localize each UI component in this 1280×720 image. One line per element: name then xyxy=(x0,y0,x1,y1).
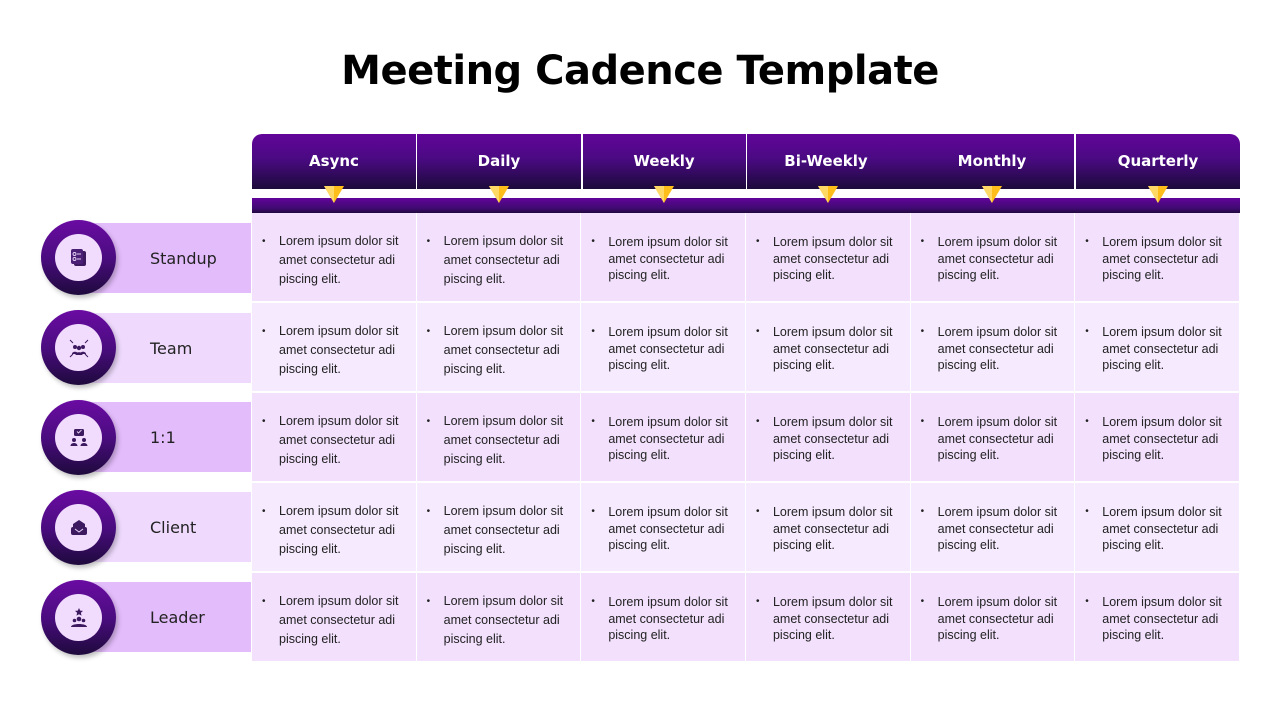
cell-text: Lorem ipsum dolor sit amet consectetur adi piscing elit. xyxy=(1102,505,1222,552)
row-label-text: Leader xyxy=(150,607,205,627)
cell-text: Lorem ipsum dolor sit amet consectetur adi piscing elit. xyxy=(279,504,399,556)
cell-text: Lorem ipsum dolor sit amet consectetur adi piscing elit. xyxy=(608,415,728,462)
bullet: • xyxy=(426,596,431,607)
table-cell xyxy=(252,483,417,572)
table-row-one-on-one xyxy=(252,393,1240,482)
cell-text: Lorem ipsum dolor sit amet consectetur adi piscing elit. xyxy=(608,505,728,552)
bullet: • xyxy=(426,326,431,337)
one-on-one-badge xyxy=(41,400,116,475)
bullet: • xyxy=(426,236,431,247)
table-cell xyxy=(417,573,582,662)
cell-text: Lorem ipsum dolor sit amet consectetur adi piscing elit. xyxy=(443,414,564,466)
column-header-async: Async xyxy=(309,152,359,170)
table-cell xyxy=(1075,573,1240,662)
cell-text: Lorem ipsum dolor sit amet consectetur adi piscing elit. xyxy=(1102,595,1222,642)
table-cell xyxy=(252,303,417,392)
marker-triangle-icon xyxy=(982,186,1002,203)
bullet: • xyxy=(1085,416,1089,427)
table-row-team xyxy=(252,303,1240,392)
cell-text: Lorem ipsum dolor sit amet consectetur adi piscing elit. xyxy=(937,415,1058,462)
table-cell xyxy=(581,483,746,572)
leader-badge xyxy=(41,580,116,655)
bullet: • xyxy=(920,326,925,337)
table-row-standup xyxy=(252,213,1240,302)
page-title: Meeting Cadence Template xyxy=(341,48,939,94)
row-label-text: Client xyxy=(150,517,197,537)
column-header-quarterly: Quarterly xyxy=(1117,152,1199,170)
bullet: • xyxy=(591,326,595,337)
table-cell xyxy=(252,213,417,302)
bullet: • xyxy=(262,416,266,427)
cell-text: Lorem ipsum dolor sit amet consectetur adi piscing elit. xyxy=(1102,325,1222,372)
bullet: • xyxy=(426,416,431,427)
standup-badge xyxy=(41,220,116,295)
table-cell xyxy=(911,303,1076,392)
bullet: • xyxy=(755,416,760,427)
timeline-bar xyxy=(252,198,1240,213)
bullet: • xyxy=(591,236,595,247)
marker-triangle-icon xyxy=(818,186,838,203)
leader-star-icon xyxy=(67,606,91,630)
table-row-leader xyxy=(252,573,1240,662)
marker-triangle-icon xyxy=(324,186,344,203)
cell-text: Lorem ipsum dolor sit amet consectetur adi piscing elit. xyxy=(937,505,1058,552)
cell-text: Lorem ipsum dolor sit amet consectetur adi piscing elit. xyxy=(443,504,564,556)
cell-text: Lorem ipsum dolor sit amet consectetur adi piscing elit. xyxy=(937,325,1058,372)
table-cell xyxy=(581,393,746,482)
cell-text: Lorem ipsum dolor sit amet consectetur adi piscing elit. xyxy=(772,325,893,372)
table-cell xyxy=(581,573,746,662)
table-row-client xyxy=(252,483,1240,572)
table-cell xyxy=(1075,483,1240,572)
bullet: • xyxy=(591,416,595,427)
cell-text: Lorem ipsum dolor sit amet consectetur adi piscing elit. xyxy=(279,234,399,286)
column-header-bar xyxy=(252,134,1240,189)
table-cell xyxy=(746,393,911,482)
cell-text: Lorem ipsum dolor sit amet consectetur adi piscing elit. xyxy=(937,595,1058,642)
bullet: • xyxy=(755,596,760,607)
cell-text: Lorem ipsum dolor sit amet consectetur adi piscing elit. xyxy=(608,235,728,282)
table-cell xyxy=(417,393,582,482)
bullet: • xyxy=(1085,236,1089,247)
column-header-biweekly: Bi-Weekly xyxy=(784,152,868,170)
bullet: • xyxy=(1085,596,1089,607)
table-cell xyxy=(252,573,417,662)
table-cell xyxy=(581,303,746,392)
table-cell xyxy=(1075,303,1240,392)
bullet: • xyxy=(920,596,925,607)
team-badge xyxy=(41,310,116,385)
bullet: • xyxy=(755,506,760,517)
bullet: • xyxy=(262,326,266,337)
table-cell xyxy=(911,213,1076,302)
cell-text: Lorem ipsum dolor sit amet consectetur adi piscing elit. xyxy=(772,595,893,642)
table-cell xyxy=(746,303,911,392)
bullet: • xyxy=(920,506,925,517)
table-cell xyxy=(417,303,582,392)
cell-text: Lorem ipsum dolor sit amet consectetur adi piscing elit. xyxy=(279,414,399,466)
cell-text: Lorem ipsum dolor sit amet consectetur adi piscing elit. xyxy=(608,595,728,642)
table-cell xyxy=(252,393,417,482)
checklist-icon xyxy=(67,246,91,270)
cell-text: Lorem ipsum dolor sit amet consectetur adi piscing elit. xyxy=(772,505,893,552)
cell-text: Lorem ipsum dolor sit amet consectetur adi piscing elit. xyxy=(1102,415,1222,462)
bullet: • xyxy=(920,236,925,247)
table-cell xyxy=(746,213,911,302)
row-label-text: Standup xyxy=(150,248,217,268)
bullet: • xyxy=(591,596,595,607)
cell-text: Lorem ipsum dolor sit amet consectetur adi piscing elit. xyxy=(1102,235,1222,282)
handshake-icon xyxy=(67,516,91,540)
bullet: • xyxy=(262,596,266,607)
cell-text: Lorem ipsum dolor sit amet consectetur adi piscing elit. xyxy=(279,324,399,376)
table-cell xyxy=(417,213,582,302)
cell-text: Lorem ipsum dolor sit amet consectetur adi piscing elit. xyxy=(772,415,893,462)
cell-text: Lorem ipsum dolor sit amet consectetur adi piscing elit. xyxy=(443,594,564,646)
cell-text: Lorem ipsum dolor sit amet consectetur adi piscing elit. xyxy=(443,324,564,376)
bullet: • xyxy=(1085,326,1089,337)
column-header-weekly: Weekly xyxy=(633,152,695,170)
column-header-monthly: Monthly xyxy=(957,152,1027,170)
bullet: • xyxy=(426,506,431,517)
row-label-text: Team xyxy=(150,338,193,358)
table-cell xyxy=(911,483,1076,572)
table-cell xyxy=(1075,213,1240,302)
bullet: • xyxy=(262,506,266,517)
table-cell xyxy=(1075,393,1240,482)
row-label-text: 1:1 xyxy=(150,427,176,447)
marker-triangle-icon xyxy=(654,186,674,203)
one-on-one-chat-icon xyxy=(67,426,91,450)
cell-text: Lorem ipsum dolor sit amet consectetur adi piscing elit. xyxy=(608,325,728,372)
bullet: • xyxy=(591,506,595,517)
bullet: • xyxy=(1085,506,1089,517)
bullet: • xyxy=(920,416,925,427)
cell-text: Lorem ipsum dolor sit amet consectetur adi piscing elit. xyxy=(443,234,564,286)
table-cell xyxy=(911,573,1076,662)
client-badge xyxy=(41,490,116,565)
cell-text: Lorem ipsum dolor sit amet consectetur adi piscing elit. xyxy=(279,594,399,646)
table-cell xyxy=(417,483,582,572)
bullet: • xyxy=(755,236,760,247)
bullet: • xyxy=(262,236,266,247)
table-cell xyxy=(911,393,1076,482)
bullet: • xyxy=(755,326,760,337)
cell-text: Lorem ipsum dolor sit amet consectetur adi piscing elit. xyxy=(937,235,1058,282)
table-cell xyxy=(581,213,746,302)
cell-text: Lorem ipsum dolor sit amet consectetur adi piscing elit. xyxy=(772,235,893,282)
column-header-daily: Daily xyxy=(477,152,521,170)
table-cell xyxy=(746,483,911,572)
table-cell xyxy=(746,573,911,662)
marker-triangle-icon xyxy=(489,186,509,203)
marker-triangle-icon xyxy=(1148,186,1168,203)
team-gather-icon xyxy=(67,336,91,360)
